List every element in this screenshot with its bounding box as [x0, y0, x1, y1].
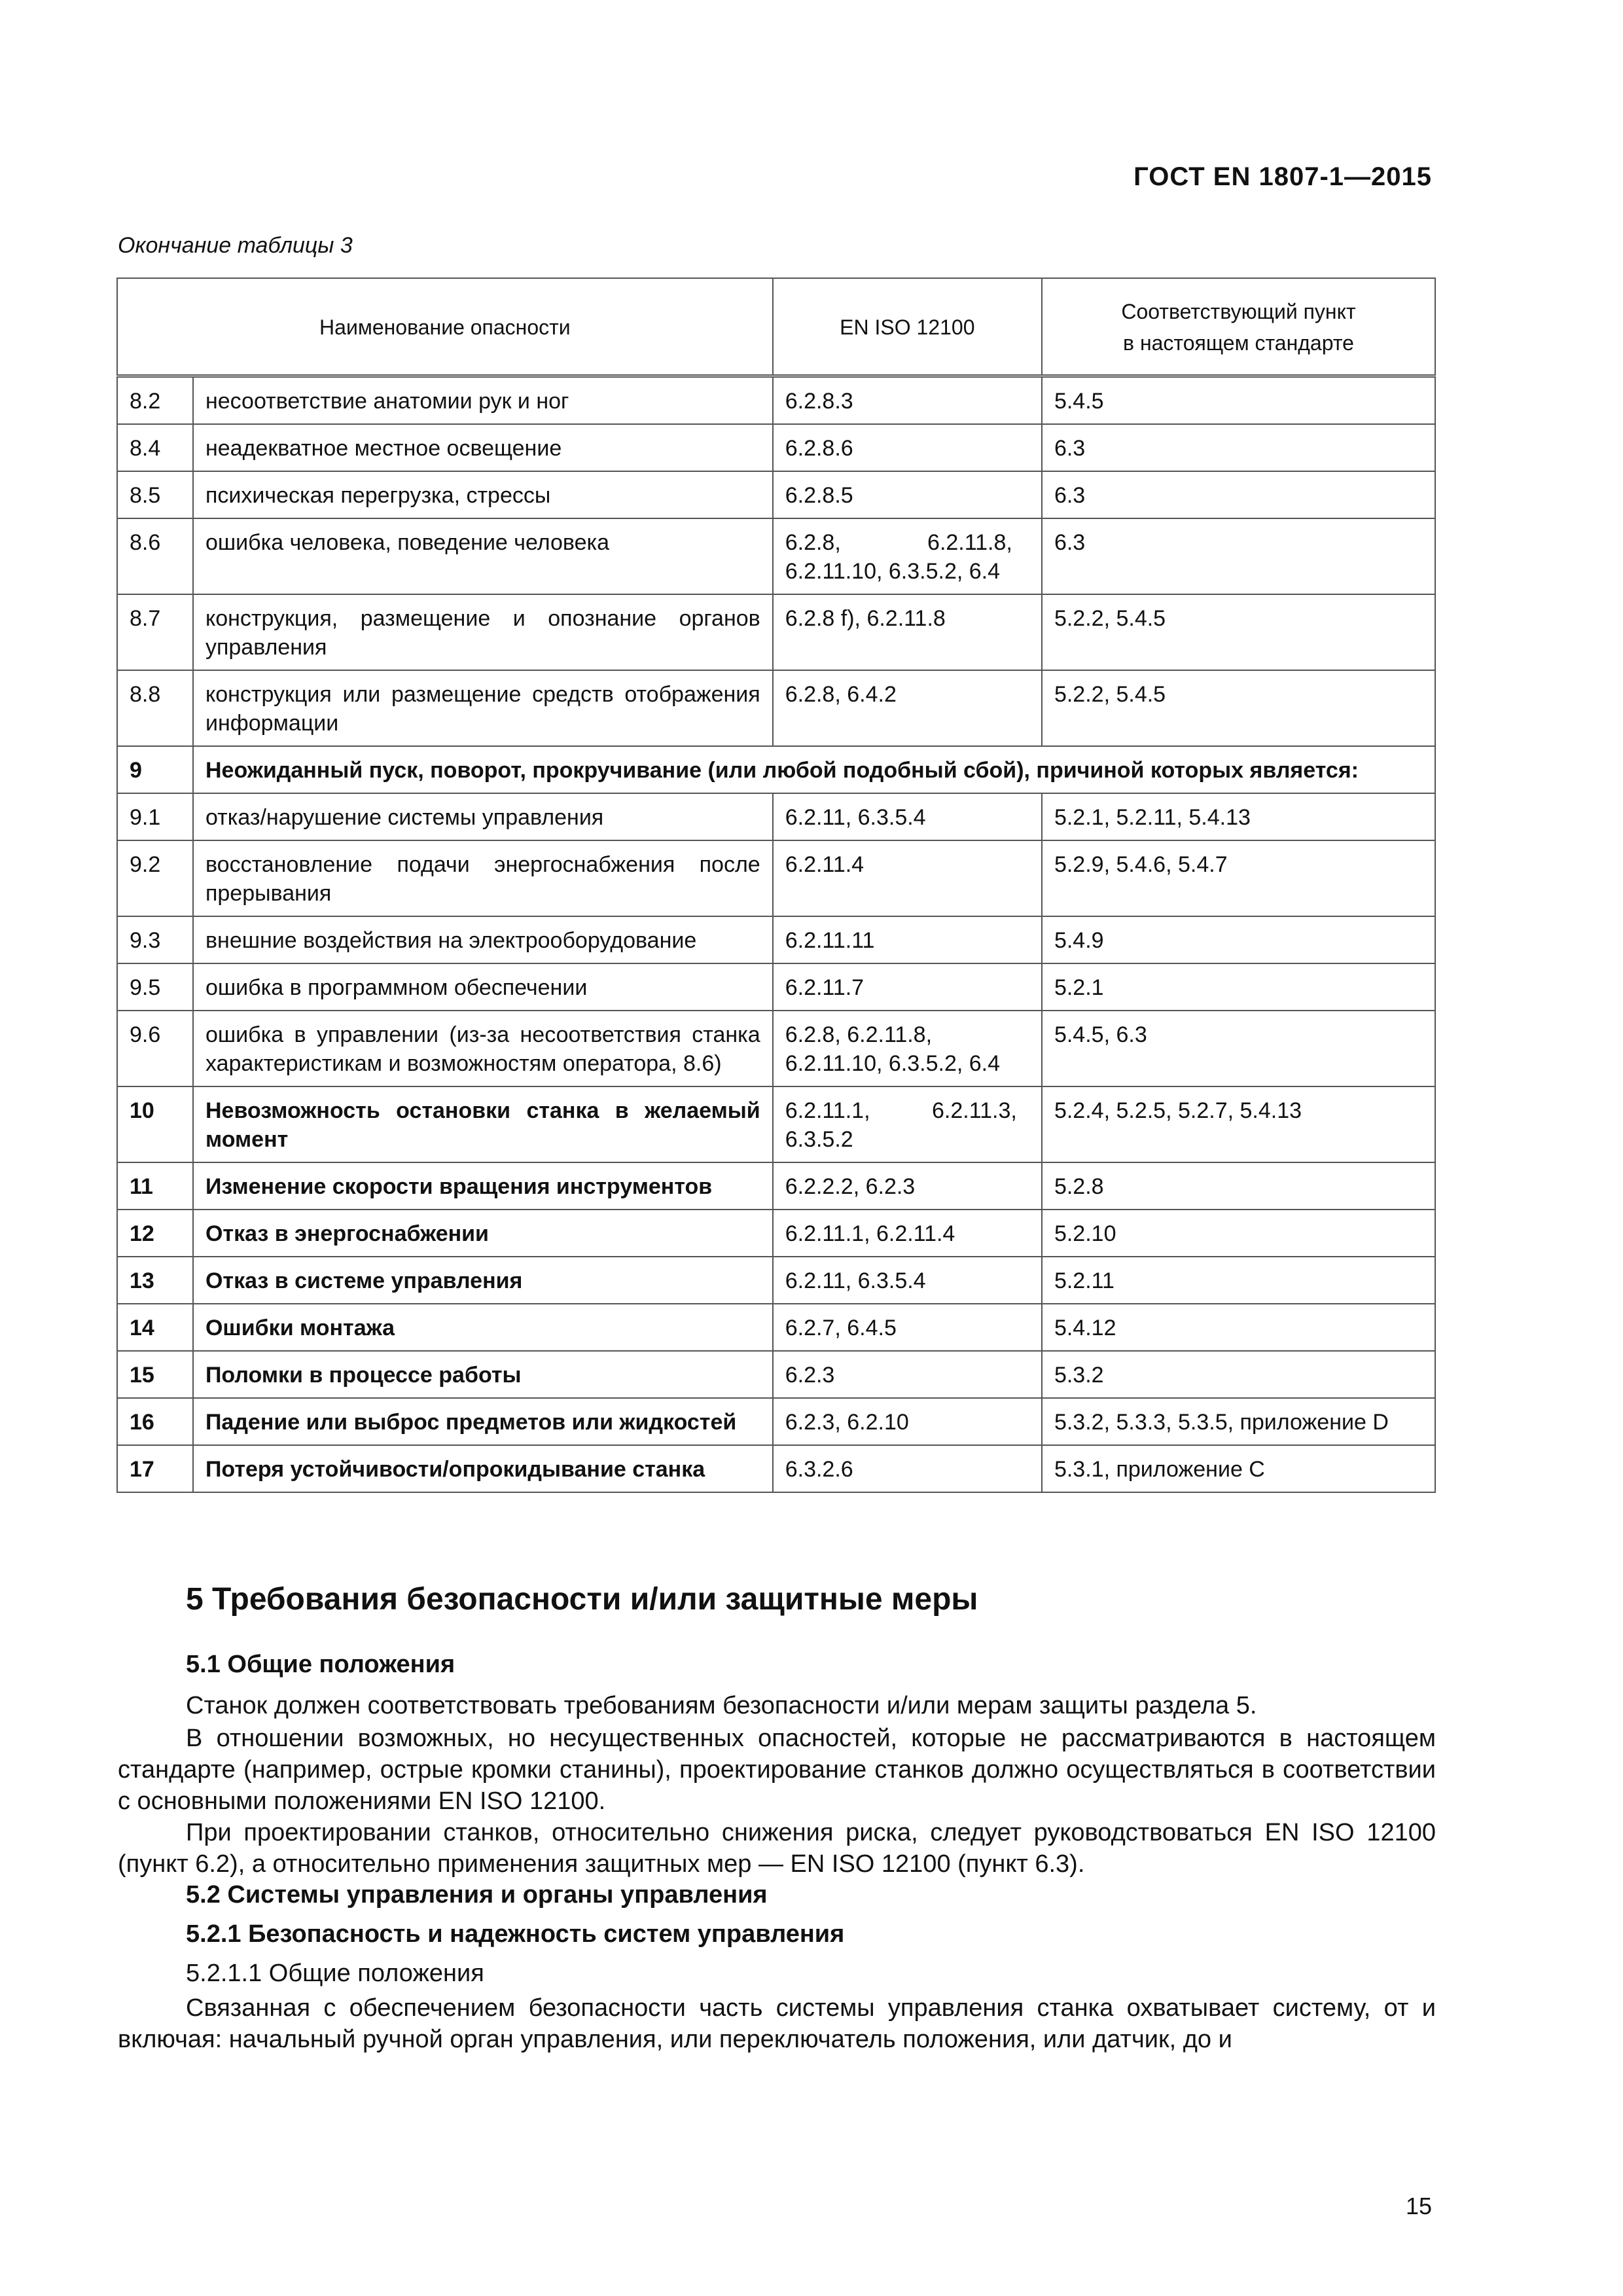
hazard-name: ошибка в программном обеспечении: [193, 963, 773, 1011]
row-number: 9.3: [117, 916, 193, 963]
table-caption: Окончание таблицы 3: [118, 233, 353, 258]
row-number: 8.4: [117, 424, 193, 471]
section-5-1-title: 5.1 Общие положения: [186, 1651, 455, 1678]
standard-clause: 5.2.1, 5.2.11, 5.4.13: [1042, 793, 1435, 840]
page-number: 15: [1405, 2193, 1432, 2219]
standard-clause: 5.2.2, 5.4.5: [1042, 594, 1435, 670]
en-iso-reference: 6.2.3: [773, 1351, 1042, 1398]
row-number: 8.6: [117, 518, 193, 594]
hazard-name: конструкция, размещение и опознание органов управления: [193, 594, 773, 670]
table-row: [117, 1351, 1435, 1398]
header-en-iso: EN ISO 12100: [773, 278, 1042, 376]
standard-clause: 5.4.5, 6.3: [1042, 1011, 1435, 1086]
standard-clause: 5.2.9, 5.4.6, 5.4.7: [1042, 840, 1435, 916]
en-iso-reference: 6.3.2.6: [773, 1445, 1042, 1492]
standard-clause: 5.2.10: [1042, 1210, 1435, 1257]
en-iso-reference: 6.2.8.5: [773, 471, 1042, 518]
standard-clause: 5.2.2, 5.4.5: [1042, 670, 1435, 746]
en-iso-reference: 6.2.2.2, 6.2.3: [773, 1162, 1042, 1210]
table-row: [117, 963, 1435, 1011]
table-row: [117, 1304, 1435, 1351]
table-row: [117, 376, 1435, 425]
standard-clause: 5.4.5: [1042, 376, 1435, 425]
hazard-name: Ошибки монтажа: [193, 1304, 773, 1351]
table-header-row: [117, 278, 1435, 376]
standard-clause: 5.4.12: [1042, 1304, 1435, 1351]
standard-clause: 5.2.4, 5.2.5, 5.2.7, 5.4.13: [1042, 1086, 1435, 1162]
en-iso-reference: 6.2.8, 6.2.11.8, 6.2.11.10, 6.3.5.2, 6.4: [773, 518, 1042, 594]
table-row: [117, 471, 1435, 518]
hazard-name: Невозможность остановки станка в желаемый момент: [193, 1086, 773, 1162]
en-iso-reference: 6.2.7, 6.4.5: [773, 1304, 1042, 1351]
row-number: 11: [117, 1162, 193, 1210]
row-number: 8.8: [117, 670, 193, 746]
standard-clause: 6.3: [1042, 424, 1435, 471]
table-row: [117, 840, 1435, 916]
standard-clause: 5.2.1: [1042, 963, 1435, 1011]
section-5-title: 5 Требования безопасности и/или защитные меры: [186, 1582, 978, 1617]
hazard-name: отказ/нарушение системы управления: [193, 793, 773, 840]
table-row: [117, 424, 1435, 471]
en-iso-reference: 6.2.8.6: [773, 424, 1042, 471]
table-row: [117, 1445, 1435, 1492]
table-row: [117, 1086, 1435, 1162]
hazard-name: конструкция или размещение средств отображения информации: [193, 670, 773, 746]
standard-clause: 6.3: [1042, 518, 1435, 594]
hazard-name: Неожиданный пуск, поворот, прокручивание (или любой подобный сбой), причиной которых является:: [193, 746, 1435, 793]
en-iso-reference: 6.2.3, 6.2.10: [773, 1398, 1042, 1445]
row-number: 9.2: [117, 840, 193, 916]
row-number: 12: [117, 1210, 193, 1257]
paragraph: При проектировании станков, относительно снижения риска, следует руководствоваться EN ISO 12100 (пункт 6.2), а относительно применения защитных мер — EN ISO 12100 (пункт 6.3).: [118, 1819, 1436, 1878]
hazard-name: Изменение скорости вращения инструментов: [193, 1162, 773, 1210]
hazard-name: восстановление подачи энергоснабжения после прерывания: [193, 840, 773, 916]
row-number: 14: [117, 1304, 193, 1351]
table-row: [117, 1162, 1435, 1210]
table-row: [117, 670, 1435, 746]
hazard-name: ошибка человека, поведение человека: [193, 518, 773, 594]
en-iso-reference: 6.2.8 f), 6.2.11.8: [773, 594, 1042, 670]
row-number: 15: [117, 1351, 193, 1398]
section-5-2-1-title: 5.2.1 Безопасность и надежность систем управления: [186, 1920, 845, 1948]
en-iso-reference: 6.2.11.4: [773, 840, 1042, 916]
hazard-name: Отказ в энергоснабжении: [193, 1210, 773, 1257]
table-row: [117, 746, 1435, 793]
en-iso-reference: 6.2.11.11: [773, 916, 1042, 963]
en-iso-reference: 6.2.8, 6.2.11.8, 6.2.11.10, 6.3.5.2, 6.4: [773, 1011, 1042, 1086]
section-5-2-title: 5.2 Системы управления и органы управления: [186, 1881, 768, 1909]
row-number: 9: [117, 746, 193, 793]
hazard-name: Поломки в процессе работы: [193, 1351, 773, 1398]
table-row: [117, 1210, 1435, 1257]
en-iso-reference: 6.2.8.3: [773, 376, 1042, 425]
standard-clause: 5.3.2: [1042, 1351, 1435, 1398]
section-5-2-1-1-title: 5.2.1.1 Общие положения: [186, 1960, 484, 1987]
table-row: [117, 594, 1435, 670]
table-row: [117, 1257, 1435, 1304]
hazard-name: Потеря устойчивости/опрокидывание станка: [193, 1445, 773, 1492]
table-row: [117, 1398, 1435, 1445]
en-iso-reference: 6.2.8, 6.4.2: [773, 670, 1042, 746]
header-clause: Соответствующий пункт в настоящем стандарте: [1042, 278, 1435, 376]
hazard-name: Падение или выброс предметов или жидкостей: [193, 1398, 773, 1445]
hazard-name: ошибка в управлении (из-за несоответствия станка характеристикам и возможностям оператора, 8.6): [193, 1011, 773, 1086]
row-number: 16: [117, 1398, 193, 1445]
row-number: 17: [117, 1445, 193, 1492]
table-row: [117, 793, 1435, 840]
en-iso-reference: 6.2.11, 6.3.5.4: [773, 793, 1042, 840]
en-iso-reference: 6.2.11.1, 6.2.11.3, 6.3.5.2: [773, 1086, 1042, 1162]
hazard-name: несоответствие анатомии рук и ног: [193, 376, 773, 425]
row-number: 9.1: [117, 793, 193, 840]
standard-clause: 5.4.9: [1042, 916, 1435, 963]
en-iso-reference: 6.2.11.7: [773, 963, 1042, 1011]
paragraph: В отношении возможных, но несущественных опасностей, которые не рассматриваются в настоящем стандарте (например, острые кромки станины), проектирование станков должно осуществляться в соответствии с основными положениями EN ISO 12100.: [118, 1725, 1436, 1815]
table-body: [117, 376, 1435, 1493]
row-number: 9.5: [117, 963, 193, 1011]
table-row: [117, 916, 1435, 963]
standard-clause: 5.2.11: [1042, 1257, 1435, 1304]
row-number: 9.6: [117, 1011, 193, 1086]
document-code: ГОСТ EN 1807-1—2015: [1133, 162, 1432, 191]
hazard-name: неадекватное местное освещение: [193, 424, 773, 471]
paragraph: Связанная с обеспечением безопасности часть системы управления станка охватывает систему, от и включая: начальный ручной орган управления, или переключатель положения, или датчик, до и: [118, 1994, 1436, 2053]
standard-clause: 5.3.2, 5.3.3, 5.3.5, приложение D: [1042, 1398, 1435, 1445]
hazard-name: Отказ в системе управления: [193, 1257, 773, 1304]
row-number: 8.2: [117, 376, 193, 425]
table-row: [117, 518, 1435, 594]
paragraph: Станок должен соответствовать требованиям безопасности и/или мерам защиты раздела 5.: [186, 1692, 1257, 1719]
row-number: 13: [117, 1257, 193, 1304]
hazard-name: внешние воздействия на электрооборудование: [193, 916, 773, 963]
hazard-name: психическая перегрузка, стрессы: [193, 471, 773, 518]
standard-clause: 6.3: [1042, 471, 1435, 518]
standard-clause: 5.2.8: [1042, 1162, 1435, 1210]
header-hazard-name: Наименование опасности: [117, 278, 773, 376]
en-iso-reference: 6.2.11.1, 6.2.11.4: [773, 1210, 1042, 1257]
table-row: [117, 1011, 1435, 1086]
row-number: 8.7: [117, 594, 193, 670]
standard-clause: 5.3.1, приложение С: [1042, 1445, 1435, 1492]
en-iso-reference: 6.2.11, 6.3.5.4: [773, 1257, 1042, 1304]
row-number: 8.5: [117, 471, 193, 518]
row-number: 10: [117, 1086, 193, 1162]
hazards-table: [116, 278, 1436, 1493]
